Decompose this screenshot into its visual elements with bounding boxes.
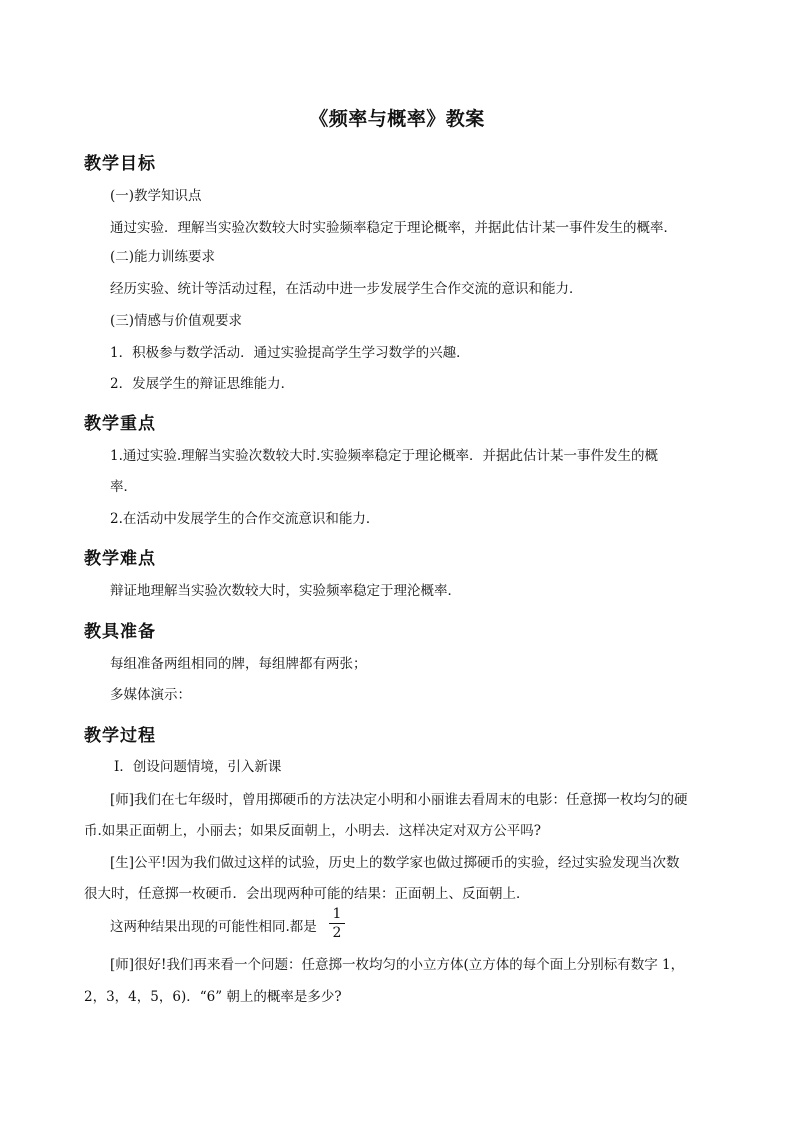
fraction-numerator: 1 xyxy=(332,906,342,922)
paragraph: 经历实验、统计等活动过程，在活动中进一步发展学生合作交流的意识和能力． xyxy=(110,281,583,297)
paragraph: 币.如果正面朝上，小丽去；如果反面朝上，小明去．这样决定对双方公平吗? xyxy=(84,823,542,839)
paragraph: 多媒体演示： xyxy=(110,687,191,703)
fraction-denominator: 2 xyxy=(332,925,342,941)
paragraph: 2，3，4，5，6)．“6” 朝上的概率是多少? xyxy=(84,989,342,1005)
section-heading-difficulties: 教学难点 xyxy=(84,549,156,569)
section-heading-process: 教学过程 xyxy=(84,726,156,746)
fraction-bar xyxy=(329,923,345,924)
paragraph: 2.在活动中发展学生的合作交流意识和能力． xyxy=(110,511,380,527)
fraction-one-half xyxy=(329,906,345,941)
paragraph: 率． xyxy=(110,479,137,495)
paragraph: (一)教学知识点 xyxy=(110,188,202,204)
section-heading-goals: 教学目标 xyxy=(84,154,156,174)
paragraph: 1.通过实验.理解当实验次数较大时.实验频率稳定于理论概率．并据此估计某一事件发生的概 xyxy=(110,448,658,464)
section-heading-materials: 教具准备 xyxy=(84,622,156,642)
paragraph: (二)能力训练要求 xyxy=(110,249,216,265)
paragraph: 很大时，任意掷一枚硬币．会出现两种可能的结果：正面朝上、反面朝上． xyxy=(84,886,530,902)
section-heading-key-points: 教学重点 xyxy=(84,414,156,434)
paragraph: 辩证地理解当实验次数较大时，实验频率稳定于理沦概率． xyxy=(110,583,461,599)
paragraph: 通过实验．理解当实验次数较大时实验频率稳定于理论概率，并据此估计某一事件发生的概率． xyxy=(110,220,677,236)
document-title: 《频率与概率》教案 xyxy=(309,108,485,130)
paragraph: 1．积极参与数学活动．通过实验提高学生学习数学的兴趣． xyxy=(110,345,470,361)
paragraph: 2．发展学生的辩证思维能力． xyxy=(110,376,295,392)
paragraph: [师]很好!我们再来看一个问题：任意掷一枚均匀的小立方体(立方体的每个面上分别标有数字 1， xyxy=(110,957,685,973)
paragraph: [生]公平!因为我们做过这样的试验，历史上的数学家也做过掷硬币的实验，经过实验发现当次数 xyxy=(110,855,680,871)
paragraph: [师]我们在七年级时，曾用掷硬币的方法决定小明和小丽谁去看周末的电影：任意掷一枚均匀的硬 xyxy=(110,792,688,808)
paragraph: Ⅰ．创设问题情境，引入新课 xyxy=(114,759,282,775)
paragraph: (三)情感与价值观要求 xyxy=(110,313,243,329)
paragraph: 这两种结果出现的可能性相同.都是 xyxy=(110,919,317,935)
paragraph: 每组准备两组相同的牌，每组牌都有两张； xyxy=(110,656,367,672)
